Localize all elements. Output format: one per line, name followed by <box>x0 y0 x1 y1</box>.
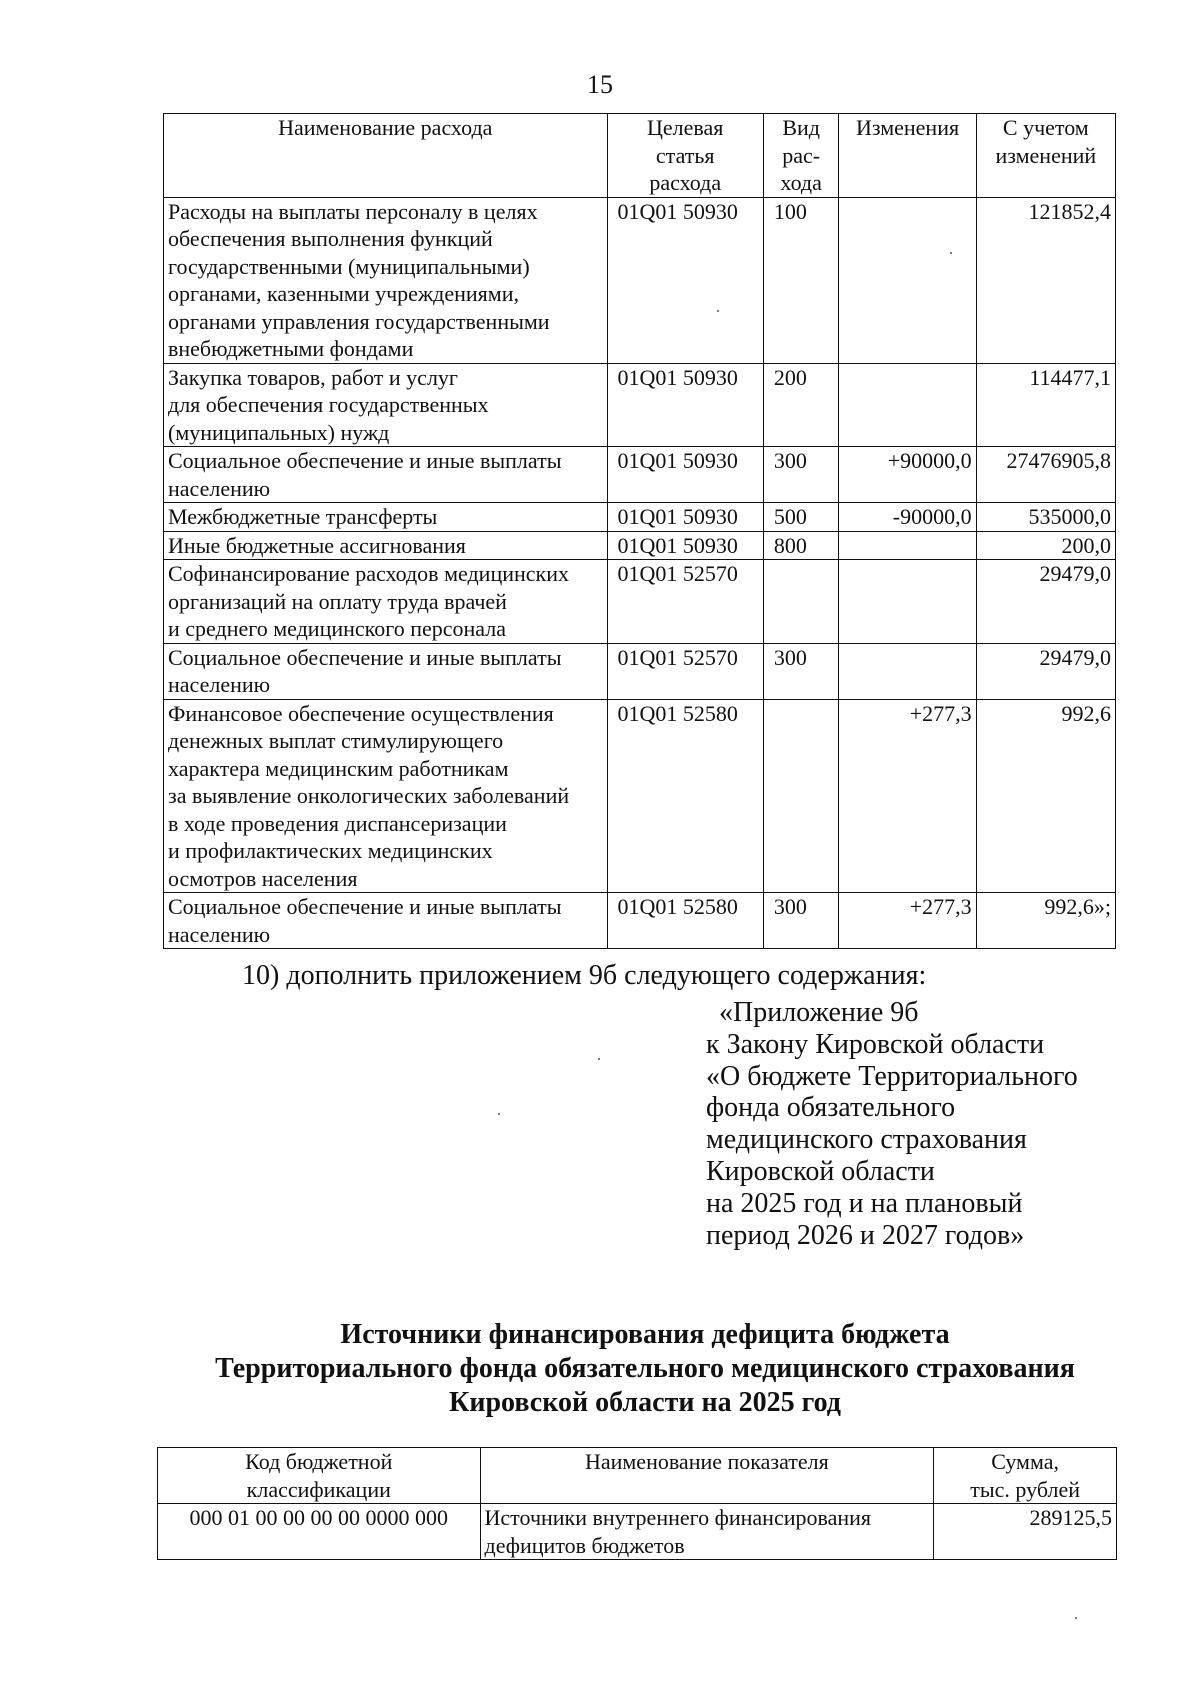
expense-name-line: Социальное обеспечение и иные выплаты <box>168 644 562 670</box>
target-article-cell: 01Q01 50930 <box>607 531 763 560</box>
changes-cell: +277,3 <box>839 893 976 949</box>
header-with-changes: С учетом изменений <box>976 114 1115 198</box>
target-article-cell: 01Q01 52570 <box>607 560 763 644</box>
expense-name-line: государственными (муниципальными) <box>168 253 530 279</box>
expense-name-cell <box>164 447 608 503</box>
expense-name-line: обеспечения выполнения функций <box>168 226 493 251</box>
target-article-cell: 01Q01 50930 <box>607 503 763 532</box>
expense-name-line: денежных выплат стимулирующего <box>168 728 504 753</box>
indicator-name-line: дефицитов бюджетов <box>484 1532 685 1558</box>
header-expense-name: Наименование расхода <box>164 114 608 198</box>
expense-name-line: и среднего медицинского персонала <box>168 616 506 641</box>
expense-type-cell: 100 <box>763 197 839 363</box>
expense-type-cell: 800 <box>763 531 839 560</box>
with-changes-cell: 29479,0 <box>976 560 1115 644</box>
expense-name-line: внебюджетными фондами <box>168 336 414 361</box>
with-changes-cell: 200,0 <box>976 531 1115 560</box>
header-changes: Изменения <box>839 114 976 198</box>
expense-type-cell: 200 <box>763 363 839 447</box>
table-row <box>164 503 1116 532</box>
sources-table-header <box>158 1448 1117 1504</box>
page-number: 15 <box>587 70 613 99</box>
table-row <box>164 531 1116 560</box>
changes-cell: -90000,0 <box>839 503 976 532</box>
expense-name-cell <box>164 699 608 893</box>
appendix-line: на 2025 год и на плановый <box>706 1187 1023 1219</box>
with-changes-cell: 992,6»; <box>976 893 1115 949</box>
expense-type-cell: 300 <box>763 643 839 699</box>
appendix-line: к Закону Кировской области <box>706 1028 1045 1060</box>
table-row <box>158 1504 1117 1560</box>
appendix-header <box>706 997 1078 1251</box>
expense-name-line: Межбюджетные трансферты <box>168 504 438 529</box>
header-budget-code: Код бюджетной классификации <box>158 1448 481 1504</box>
sum-cell: 289125,5 <box>934 1504 1117 1560</box>
expense-name-line: характера медицинским работникам <box>168 755 509 781</box>
appendix-line: фонда обязательного <box>706 1092 956 1124</box>
table-row <box>164 560 1116 644</box>
table-row <box>164 643 1116 699</box>
changes-cell: +277,3 <box>839 699 976 893</box>
scan-speck <box>950 252 952 254</box>
expense-name-line: и профилактических медицинских <box>168 838 493 863</box>
expense-name-line: Закупка товаров, работ и услуг <box>168 364 458 390</box>
expense-name-line: организаций на оплату труда врачей <box>168 588 507 614</box>
expense-name-line: Иные бюджетные ассигнования <box>168 532 466 558</box>
appendix-line: период 2026 и 2027 годов» <box>706 1219 1025 1251</box>
expense-type-cell: 300 <box>763 447 839 503</box>
expense-table-header <box>164 114 1116 198</box>
section-title-line: Кировской области на 2025 год <box>449 1387 841 1418</box>
expense-name-cell <box>164 560 608 644</box>
scan-speck <box>717 310 719 312</box>
scan-speck <box>498 1113 500 1115</box>
expense-name-cell <box>164 643 608 699</box>
budget-code-cell: 000 01 00 00 00 00 0000 000 <box>158 1504 481 1560</box>
indicator-name-line: Источники внутреннего финансирования <box>484 1505 872 1530</box>
section-title-line: Источники финансирования дефицита бюджета <box>340 1319 950 1350</box>
scan-speck <box>1075 1617 1077 1619</box>
section-title-line: Территориального фонда обязательного медицинского страхования <box>215 1353 1075 1384</box>
expense-name-line: органами управления государственными <box>168 308 550 334</box>
expense-name-line: Софинансирование расходов медицинских <box>168 561 569 586</box>
expense-name-line: Социальное обеспечение и иные выплаты <box>168 894 562 919</box>
changes-cell: +90000,0 <box>839 447 976 503</box>
table-row <box>164 893 1116 949</box>
item-10-text: 10) дополнить приложением 9б следующего содержания: <box>242 960 927 991</box>
expense-name-line: Расходы на выплаты персоналу в целях <box>168 198 538 224</box>
table-row <box>164 447 1116 503</box>
target-article-cell: 01Q01 50930 <box>607 197 763 363</box>
appendix-line: Кировской области <box>706 1155 935 1187</box>
changes-cell <box>839 531 976 560</box>
target-article-cell: 01Q01 50930 <box>607 363 763 447</box>
expense-name-line: Социальное обеспечение и иные выплаты <box>168 448 562 473</box>
expense-name-cell <box>164 197 608 363</box>
expense-name-line: за выявление онкологических заболеваний <box>168 783 570 808</box>
changes-cell <box>839 197 976 363</box>
expense-table <box>163 113 1116 949</box>
appendix-line: «О бюджете Территориального <box>706 1060 1078 1092</box>
expense-type-cell <box>763 699 839 893</box>
expense-type-cell: 500 <box>763 503 839 532</box>
with-changes-cell: 27476905,8 <box>976 447 1115 503</box>
indicator-name-cell <box>480 1504 934 1560</box>
expense-name-cell <box>164 363 608 447</box>
table-row <box>164 363 1116 447</box>
appendix-line: «Приложение 9б <box>719 997 919 1028</box>
expense-name-line: населению <box>168 475 271 501</box>
appendix-line: медицинского страхования <box>706 1124 1027 1156</box>
expense-name-line: населению <box>168 672 271 697</box>
target-article-cell: 01Q01 50930 <box>607 447 763 503</box>
with-changes-cell: 535000,0 <box>976 503 1115 532</box>
target-article-cell: 01Q01 52580 <box>607 699 763 893</box>
sources-table <box>157 1447 1117 1560</box>
table-row <box>164 197 1116 363</box>
expense-name-cell <box>164 503 608 532</box>
expense-name-line: органами, казенными учреждениями, <box>168 281 519 306</box>
expense-name-cell <box>164 893 608 949</box>
expense-name-line: (муниципальных) нужд <box>168 419 390 445</box>
expense-type-cell: 300 <box>763 893 839 949</box>
with-changes-cell: 121852,4 <box>976 197 1115 363</box>
expense-name-line: Финансовое обеспечение осуществления <box>168 700 554 726</box>
expense-name-cell <box>164 531 608 560</box>
header-expense-type: Вид рас- хода <box>763 114 839 198</box>
with-changes-cell: 114477,1 <box>976 363 1115 447</box>
expense-type-cell <box>763 560 839 644</box>
section-title <box>0 1318 1200 1420</box>
target-article-cell: 01Q01 52570 <box>607 643 763 699</box>
changes-cell <box>839 643 976 699</box>
table-row <box>164 699 1116 893</box>
expense-name-line: в ходе проведения диспансеризации <box>168 810 507 836</box>
header-indicator-name: Наименование показателя <box>480 1448 934 1504</box>
expense-name-line: осмотров населения <box>168 865 358 891</box>
expense-name-line: населению <box>168 921 271 947</box>
header-target-article: Целевая статья расхода <box>607 114 763 198</box>
with-changes-cell: 29479,0 <box>976 643 1115 699</box>
with-changes-cell: 992,6 <box>976 699 1115 893</box>
changes-cell <box>839 363 976 447</box>
scan-speck <box>598 1058 600 1060</box>
target-article-cell: 01Q01 52580 <box>607 893 763 949</box>
changes-cell <box>839 560 976 644</box>
header-sum: Сумма, тыс. рублей <box>934 1448 1117 1504</box>
expense-name-line: для обеспечения государственных <box>168 392 489 417</box>
